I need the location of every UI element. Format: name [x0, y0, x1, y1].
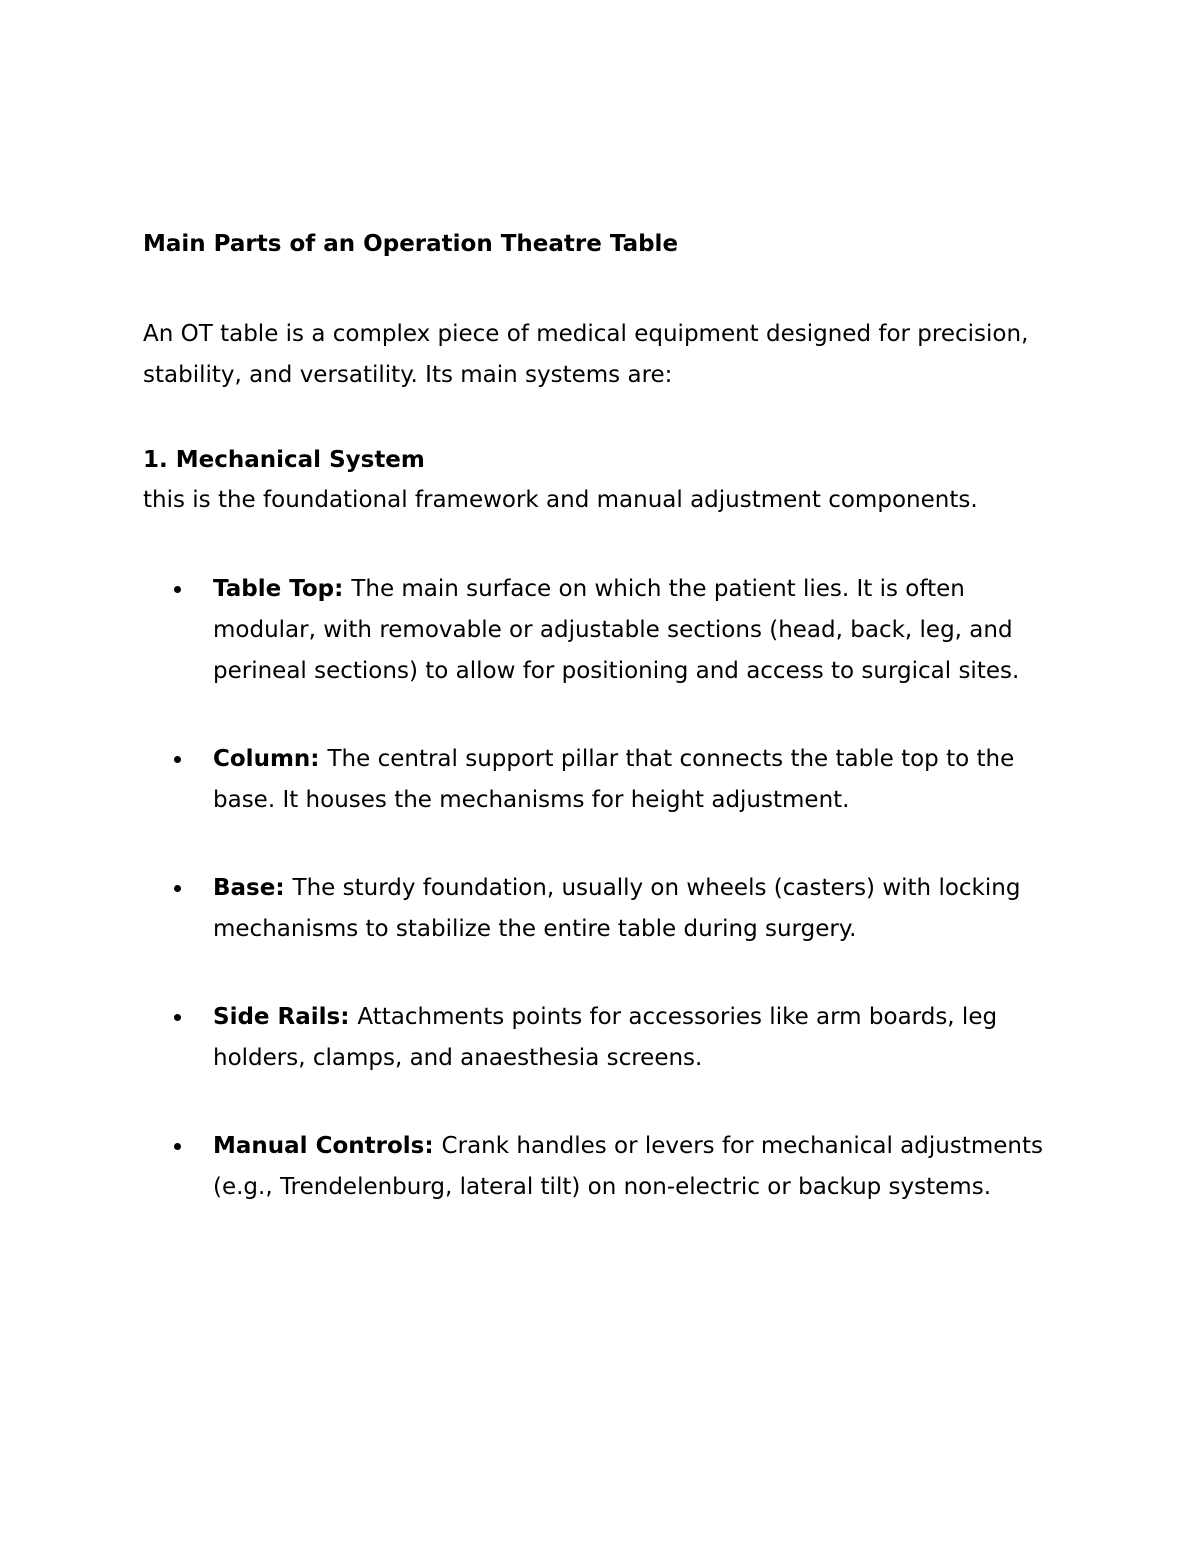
intro-paragraph: An OT table is a complex piece of medical equipment designed for precision, stability, and versatility. Its main systems are: — [143, 321, 1029, 388]
item-text: The sturdy foundation, usually on wheels (casters) with locking mechanisms to stabilize the entire table during surgery. — [213, 875, 1021, 942]
list-item-column — [143, 739, 1073, 821]
item-term: Base: — [213, 875, 293, 901]
section-heading: 1. Mechanical System — [143, 447, 425, 473]
list-item-table-top — [143, 569, 1073, 692]
bullet-icon — [174, 756, 181, 763]
document-page — [143, 226, 1073, 1208]
item-text: Crank handles or levers for mechanical adjustments (e.g., Trendelenburg, lateral tilt) on non-electric or backup systems. — [213, 1133, 1043, 1200]
parts-list — [143, 569, 1073, 1208]
section-description: this is the foundational framework and manual adjustment components. — [143, 487, 978, 513]
item-text: The main surface on which the patient lies. It is often modular, with removable or adjustable sections (head, back, leg, and perineal sections) to allow for positioning and access to surgical sites. — [213, 576, 1020, 684]
bullet-icon — [174, 1014, 181, 1021]
list-item-manual-controls — [143, 1126, 1073, 1208]
list-item-side-rails — [143, 997, 1073, 1079]
bullet-icon — [174, 586, 181, 593]
item-text: The central support pillar that connects the table top to the base. It houses the mechanisms for height adjustment. — [213, 746, 1015, 813]
item-term: Side Rails: — [213, 1004, 358, 1030]
bullet-icon — [174, 885, 181, 892]
item-term: Manual Controls: — [213, 1133, 442, 1159]
item-text: Attachments points for accessories like arm boards, leg holders, clamps, and anaesthesia screens. — [213, 1004, 998, 1071]
list-item-base — [143, 868, 1073, 950]
item-term: Column: — [213, 746, 328, 772]
item-term: Table Top: — [213, 576, 352, 602]
document-title: Main Parts of an Operation Theatre Table — [143, 231, 679, 257]
bullet-icon — [174, 1143, 181, 1150]
